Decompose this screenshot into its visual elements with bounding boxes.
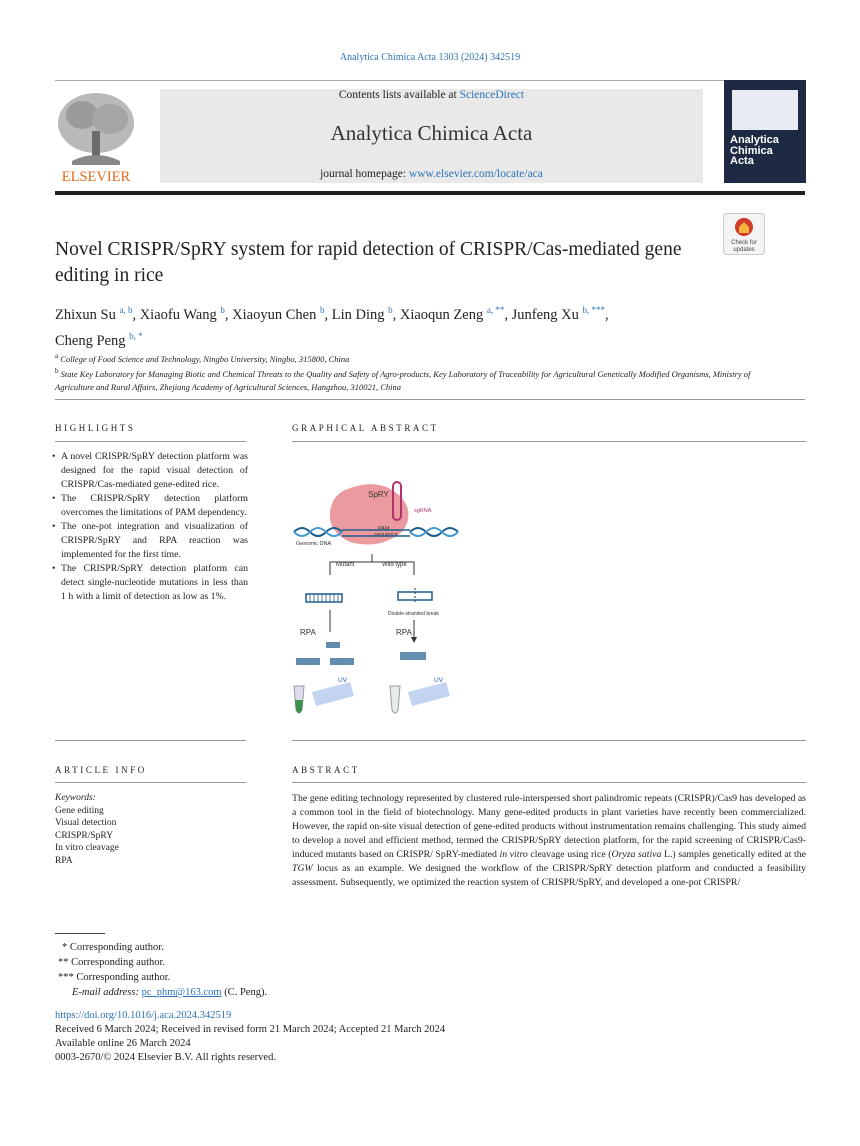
check-for-updates-badge[interactable] (723, 213, 765, 255)
svg-text:updates: updates (733, 247, 755, 253)
contents-line: Contents lists available at ScienceDirect (338, 89, 525, 101)
svg-text:sgRNA: sgRNA (414, 508, 432, 514)
sciencedirect-link[interactable]: ScienceDirect (459, 89, 525, 101)
svg-text:Double-stranded break: Double-stranded break (388, 611, 439, 617)
article-info-rule (55, 782, 246, 783)
footnote: * Corresponding author. (62, 942, 164, 953)
article-title: Novel CRISPR/SpRY system for rapid detection of CRISPR/Cas-mediated gene editing in rice (55, 239, 682, 286)
divider (292, 740, 806, 741)
abstract-heading: ABSTRACT (292, 765, 360, 775)
doi-link[interactable]: https://doi.org/10.1016/j.aca.2024.342519 (55, 1010, 232, 1021)
cover-title: Analytica Chimica Acta (730, 134, 779, 167)
svg-text:UV: UV (434, 677, 444, 684)
crossmark-icon (723, 213, 765, 255)
svg-text:Genomic DNA: Genomic DNA (296, 541, 332, 547)
svg-text:Wild type: Wild type (382, 562, 407, 568)
author-list: Zhixun Su $^{a, b}$, Xiaofu Wang $^b$, Xiaoyun Chen $^b$, Lin Ding $^b$, Xiaoqun Zeng $^{a, **}$, Junfeng Xu $^{b, ***}$, Cheng Peng $^{b, *}$ (55, 305, 609, 349)
header-thick-rule (55, 191, 805, 195)
svg-text:RPA: RPA (396, 628, 412, 637)
email-footnote: E-mail address: pc_phm@163.com (C. Peng). (72, 987, 268, 998)
keywords-label: Keywords: (55, 793, 96, 803)
svg-text:UV: UV (338, 677, 348, 684)
online-date: Available online 26 March 2024 (55, 1038, 191, 1049)
graphical-abstract-heading: GRAPHICAL ABSTRACT (292, 423, 439, 433)
keywords (55, 792, 245, 867)
svg-text:SpRY: SpRY (368, 490, 389, 499)
svg-text:PAM: PAM (378, 526, 390, 532)
footnote-rule (55, 933, 105, 934)
footnote: *** Corresponding author. (58, 972, 171, 983)
copyright: 0003-2670/© 2024 Elsevier B.V. All rights reserved. (55, 1052, 276, 1063)
elsevier-tree-logo (52, 89, 140, 185)
author[interactable]: Xiaoyun Chen (232, 306, 317, 323)
divider (55, 740, 246, 741)
header-rule (55, 80, 805, 81)
highlights-heading: HIGHLIGHTS (55, 423, 136, 433)
cover-figure (732, 90, 798, 130)
svg-text:Check for: Check for (731, 240, 757, 246)
abstract-text: The gene editing technology represented by clustered rule-interspersed short palindromic repeats (CRISPR)/Cas9 has developed as a common tool in the field of biotechnology. Many gene-edited products in plant varieties have recently been commercialized. However, the rapid on-site visual detection of gene-edited products without instrumentation remains challenging. This study aimed to develop a novel and efficient method, termed the CRISPR/SpRY detection platform, for the rapid screening of CRISPR/Cas9-induced mutants based on CRISPR/ SpRY-mediated in vitro cleavage using rice (Oryza sativa L.) samples genetically edited at the TGW locus as an example. We designed the workflow of the CRISPR/SpRY detection platform and conducted a feasibility assessment. Subsequently, we optimized the reaction system of CRISPR/SpRY, and developed a one-pot CRISPR/ (292, 793, 806, 888)
keyword: Gene editing (55, 805, 104, 816)
highlight-item: • The one-pot integration and visualization of CRISPR/SpRY and RPA reaction was implemented for the first time. (52, 520, 248, 562)
highlight-item: • The CRISPR/SpRY detection platform overcomes the limitations of PAM dependency. (52, 492, 248, 520)
keyword: CRISPR/SpRY (55, 830, 114, 841)
abstract-rule (292, 782, 806, 783)
highlights-rule (55, 441, 246, 442)
author[interactable]: Cheng Peng (55, 332, 126, 349)
svg-text:Mutant: Mutant (336, 562, 355, 568)
author[interactable]: Zhixun Su (55, 306, 116, 323)
author[interactable]: Xiaofu Wang (139, 306, 217, 323)
keyword: In vitro cleavage (55, 843, 119, 853)
journal-cover[interactable] (724, 80, 806, 183)
graphical-abstract-rule (292, 441, 806, 442)
keyword: Visual detection (55, 818, 117, 828)
highlight-item: • The CRISPR/SpRY detection platform can detect single-nucleotide mutations in less than 1 h with a limit of detection as low as 1%. (52, 562, 248, 604)
affiliation-a: $^a$ College of Food Science and Technology, Ningbo University, Ningbo, 315800, China (55, 352, 350, 364)
author[interactable]: Lin Ding (331, 306, 385, 323)
tube-wildtype-icon (390, 686, 400, 713)
svg-text:RPA: RPA (300, 628, 316, 637)
journal-citation[interactable]: Analytica Chimica Acta 1303 (2024) 342519 (339, 52, 521, 63)
svg-text:sequence: sequence (374, 532, 398, 538)
affiliation-b: $^b$ State Key Laboratory for Managing Biotic and Chemical Threats to the Quality and Safety of Agro-products, Key Laboratory of Traceability for Agricultural Genetically Modified Organisms, Ministry of Agriculture and Rural Affairs, Zhejiang Academy of Agricultural Sciences, Hangzhou, 310021, China (55, 367, 751, 392)
section-divider (55, 399, 805, 400)
highlights-list (52, 450, 248, 604)
keyword: RPA (55, 855, 73, 866)
article-info-heading: ARTICLE INFO (55, 765, 147, 775)
affiliations (55, 350, 755, 393)
footnote: ** Corresponding author. (58, 957, 166, 968)
author[interactable]: Xiaoqun Zeng (399, 306, 484, 323)
email-link[interactable]: pc_phm@163.com (141, 987, 222, 998)
highlight-item: • A novel CRISPR/SpRY detection platform was designed for the rapid visual detection of CRISPR/Cas-mediated gene-edited rice. (52, 450, 248, 492)
graphical-abstract-figure[interactable] (290, 470, 470, 720)
homepage-link[interactable]: www.elsevier.com/locate/aca (408, 168, 543, 180)
mutant-dna (306, 594, 342, 602)
received-dates: Received 6 March 2024; Received in revised form 21 March 2024; Accepted 21 March 2024 (55, 1024, 446, 1035)
journal-name: Analytica Chimica Acta (330, 121, 533, 145)
svg-text:ELSEVIER: ELSEVIER (61, 169, 131, 185)
journal-homepage: journal homepage: www.elsevier.com/locate/aca (320, 168, 543, 180)
author[interactable]: Junfeng Xu (511, 306, 579, 323)
